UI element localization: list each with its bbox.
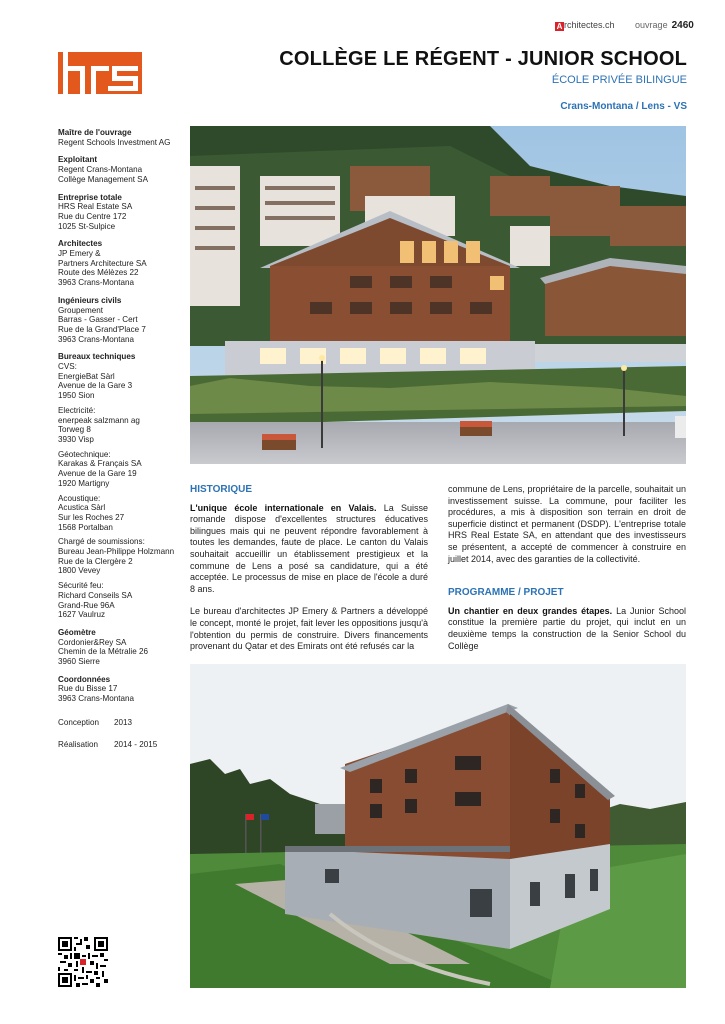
credit-coordonnees: [58, 675, 186, 704]
credit-line: Regent Schools Investment AG: [58, 137, 171, 147]
issue-number: 2460: [671, 20, 694, 31]
realisation-value: 2014 - 2015: [114, 739, 158, 749]
realisation-label: Réalisation: [58, 739, 99, 749]
credit-line: 1920 Martigny: [58, 478, 110, 488]
building-photo-dusk: [190, 126, 686, 464]
credit-line: Sur les Roches 27: [58, 512, 125, 522]
credit-line: 3930 Visp: [58, 434, 94, 444]
paragraph-lead: L'unique école internationale en Valais.: [190, 502, 377, 513]
section-heading-historique: HISTORIQUE: [190, 484, 253, 495]
credit-line: Partners Architecture SA: [58, 258, 147, 268]
credit-architectes: [58, 239, 186, 288]
credit-line: Rue de la Grand'Place 7: [58, 324, 146, 334]
credit-line: Barras - Gasser - Cert: [58, 315, 138, 325]
credit-line: Collège Management SA: [58, 174, 148, 184]
credit-line: EnergieBat Sàrl: [58, 371, 115, 381]
brand-name: rchitectes.ch: [564, 20, 615, 30]
credit-heading: Coordonnées: [58, 674, 111, 684]
article-column-2: [448, 484, 686, 663]
paragraph: [190, 503, 428, 596]
hrs-logo: [58, 52, 142, 94]
credit-line: Rue du Centre 172: [58, 211, 127, 221]
credit-line: CVS:: [58, 362, 77, 372]
credit-heading: Maître de l'ouvrage: [58, 128, 132, 137]
credit-line: 1800 Vevey: [58, 566, 101, 576]
credit-line: 3963 Crans-Montana: [58, 334, 135, 344]
credit-line: Cordonier&Rey SA: [58, 637, 127, 647]
credit-heading: Géomètre: [58, 627, 96, 637]
credit-heading: Ingénieurs civils: [58, 295, 122, 305]
conception-value: 2013: [114, 717, 133, 727]
credit-bureaux: [58, 352, 186, 620]
credit-line: Rue de la Clergère 2: [58, 556, 133, 566]
credit-heading: Entreprise totale: [58, 192, 122, 202]
paragraph: Le bureau d'architectes JP Emery & Partners a développé le concept, monté le projet, fait lever les oppositions jusqu'à l'obtention du permis de construire. Divers financements provenant du Qatar et des Emirats ont été refusés car la: [190, 606, 428, 652]
credit-line: HRS Real Estate SA: [58, 202, 133, 212]
credit-geometre: [58, 628, 186, 667]
page-subtitle: ÉCOLE PRIVÉE BILINGUE: [551, 74, 687, 86]
site-header: [555, 20, 694, 31]
project-credits: [58, 128, 186, 761]
article-column-1: [190, 484, 428, 664]
issue-label: ouvrage: [635, 20, 668, 30]
credit-entreprise: [58, 193, 186, 232]
credit-line: 1025 St-Sulpice: [58, 221, 116, 231]
credit-line: Chemin de la Métralie 26: [58, 647, 148, 657]
credit-line: Karakas & Français SA: [58, 459, 142, 469]
paragraph-body: La Suisse romande dispose d'excellentes structures éducatives bilingues mais qui ne peuvent répondre favorablement à toutes les demandes, faute de place. Le canton du Valais souhaitait accueillir un établissement prestigieux et la commune de Lens a posé sa candidature, qui a été acceptée. Le processus de mise en place de l'école a duré 8 ans.: [190, 502, 428, 594]
credit-line: Torweg 8: [58, 425, 91, 435]
credit-line: 1950 Sion: [58, 391, 95, 401]
credit-line: Géotechnique:: [58, 449, 111, 459]
paragraph: [448, 606, 686, 652]
credit-line: Electricité:: [58, 405, 96, 415]
credit-line: Avenue de la Gare 3: [58, 381, 133, 391]
credit-line: Bureau Jean-Philippe Holzmann: [58, 547, 175, 557]
credit-line: 3963 Crans-Montana: [58, 694, 135, 704]
credit-maitre: [58, 128, 186, 147]
credit-line: Groupement: [58, 305, 103, 315]
credit-line: 3963 Crans-Montana: [58, 278, 135, 288]
credit-line: Acustica Sàrl: [58, 503, 106, 513]
credit-line: Chargé de soumissions:: [58, 537, 145, 547]
credit-line: Regent Crans-Montana: [58, 165, 143, 175]
credit-heading: Exploitant: [58, 155, 98, 165]
qr-code[interactable]: [58, 937, 108, 987]
credit-line: Grand-Rue 96A: [58, 600, 115, 610]
credit-line: Acoustique:: [58, 493, 101, 503]
credit-line: 3960 Sierre: [58, 657, 100, 667]
credit-heading: Bureaux techniques: [58, 352, 136, 362]
credit-exploitant: [58, 155, 186, 184]
credit-heading: Architectes: [58, 239, 103, 249]
credit-line: 1627 Vaulruz: [58, 610, 106, 620]
brand-badge: A: [556, 22, 563, 31]
credit-line: Avenue de la Gare 19: [58, 469, 137, 479]
page-title: COLLÈGE LE RÉGENT - JUNIOR SCHOOL: [279, 48, 687, 70]
project-location: Crans-Montana / Lens - VS: [560, 101, 687, 112]
credit-ingenieurs: [58, 296, 186, 345]
section-heading-programme: PROGRAMME / PROJET: [448, 587, 564, 599]
paragraph-lead: Un chantier en deux grandes étapes.: [448, 605, 613, 616]
conception-row: [58, 718, 186, 728]
paragraph-body: La Junior School constitue la première partie du projet, qui inclut en un deuxième temps la construction de la Senior School du Collège: [448, 605, 686, 651]
paragraph: commune de Lens, propriétaire de la parcelle, souhaitait un investissement suisse. La commune, pour faciliter les procédures, a mis à disposition son terrain en droit de superficie distinct et permanent (DSDP). L'entreprise totale HRS Real Estate SA, en attendant que des investisseurs se présentent, a accepté de commencer à construire en juillet 2014, avec des garanties de la collectivité.: [448, 484, 686, 564]
credit-line: enerpeak salzmann ag: [58, 415, 140, 425]
credit-line: Route des Mélèzes 22: [58, 268, 139, 278]
credit-line: Richard Conseils SA: [58, 590, 133, 600]
building-photo-day: [190, 664, 686, 988]
conception-label: Conception: [58, 717, 99, 727]
credit-line: Rue du Bisse 17: [58, 684, 118, 694]
realisation-row: [58, 740, 186, 750]
credit-line: JP Emery &: [58, 249, 101, 259]
credit-line: 1568 Portalban: [58, 522, 113, 532]
credit-line: Sécurité feu:: [58, 581, 104, 591]
